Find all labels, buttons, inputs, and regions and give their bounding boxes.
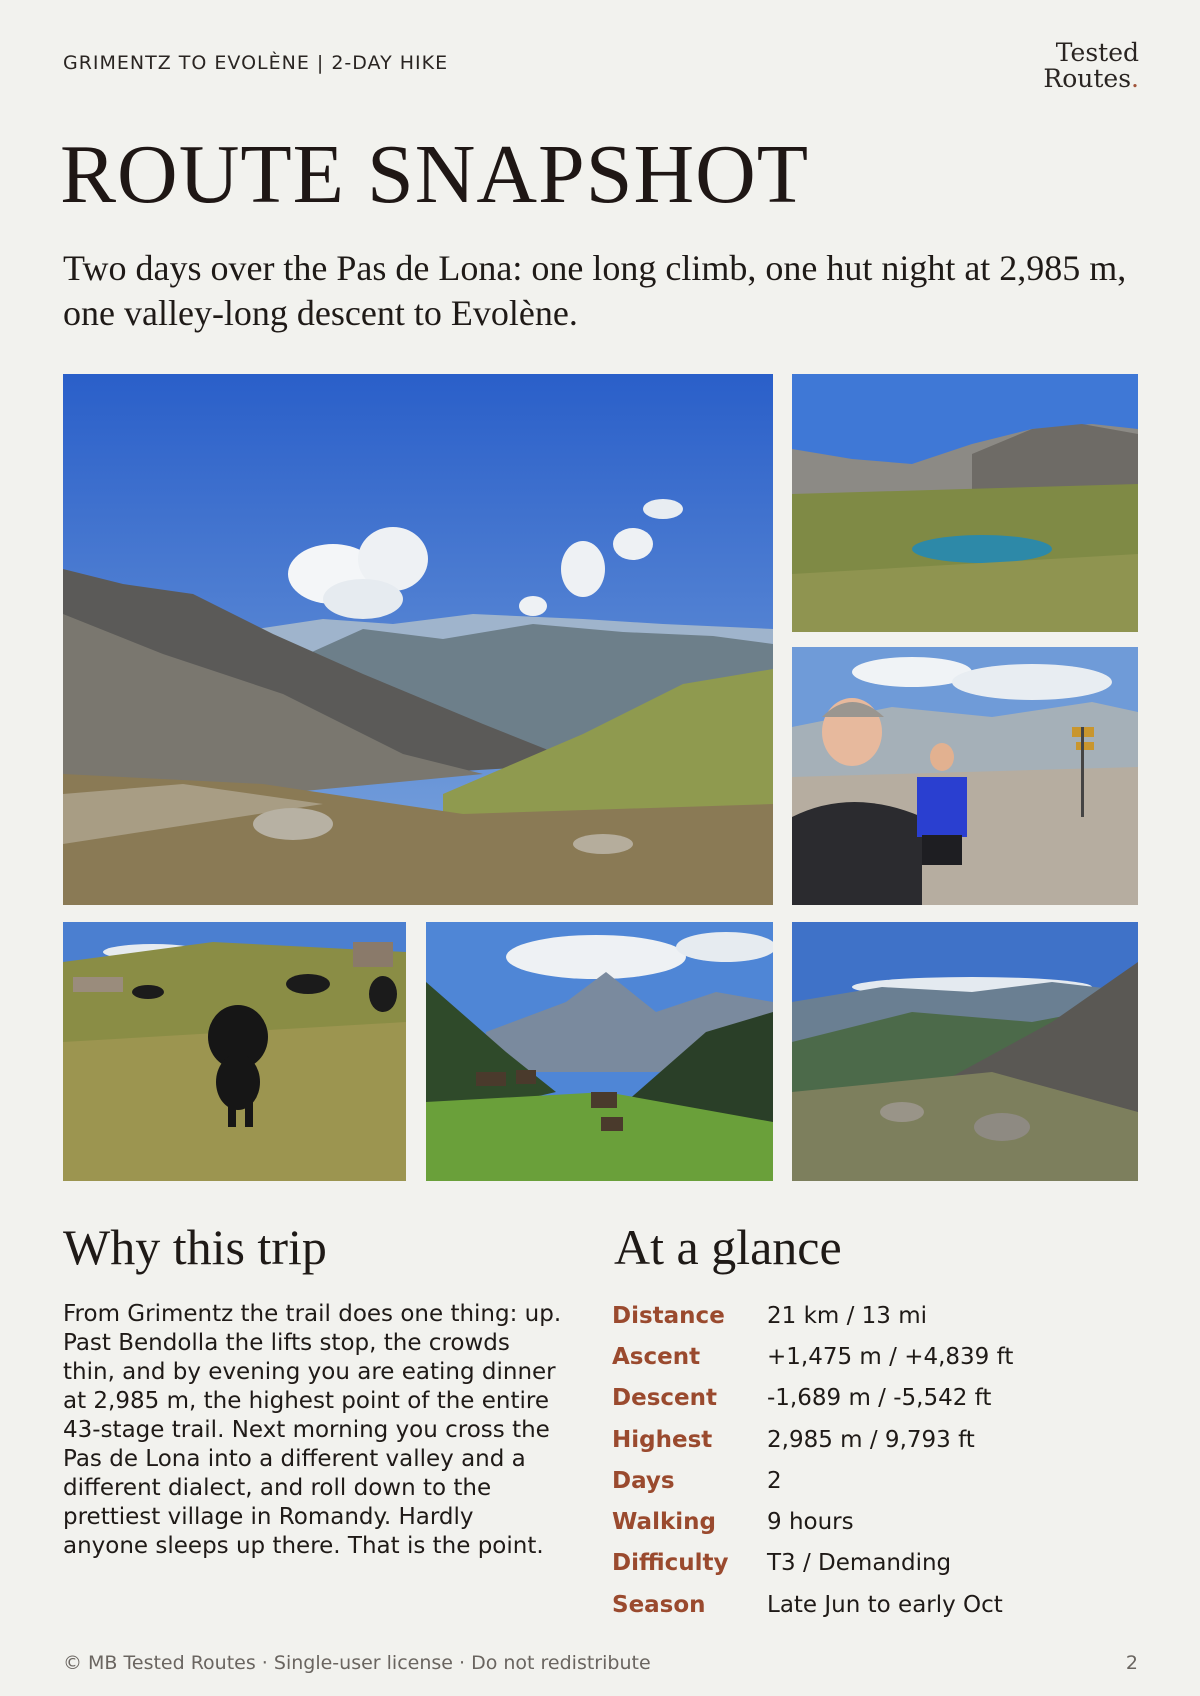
why-body-text: From Grimentz the trail does one thing: up. Past Bendolla the lifts stop, the crowds thin, and by evening you are eating dinner at 2,985 m, the highest point of the entire 43-stage trail. Next morning you cross the Pas de Lona into a different valley and a different dialect, and roll down to the prettiest village in Romandy. Hardly anyone sleeps up there. That is the point. [63, 1301, 562, 1559]
glance-row-ascent [612, 1336, 1152, 1377]
glance-value: Late Jun to early Oct [767, 1591, 1003, 1618]
page-title: ROUTE SNAPSHOT [60, 128, 810, 221]
glance-value: +1,475 m / +4,839 ft [767, 1343, 1014, 1370]
page-number: 2 [1125, 1652, 1138, 1674]
glance-label: Difficulty [612, 1550, 729, 1577]
glance-row-walking [612, 1501, 1152, 1542]
glance-label: Distance [612, 1302, 725, 1329]
photo-hikers-selfie [792, 647, 1138, 905]
photo-chalets-valley [426, 922, 773, 1181]
glance-label: Descent [612, 1385, 717, 1412]
photo-mountain-valley-panorama [63, 374, 773, 905]
glance-label: Ascent [612, 1343, 701, 1370]
glance-label: Walking [612, 1509, 716, 1536]
glance-value: 2,985 m / 9,793 ft [767, 1426, 975, 1453]
photo-cows-meadow [63, 922, 406, 1181]
glance-table [612, 1295, 1152, 1625]
glance-heading: At a glance [614, 1219, 842, 1275]
route-kicker: GRIMENTZ TO EVOLÈNE | 2-DAY HIKE [63, 52, 449, 74]
glance-value: 2 [767, 1467, 782, 1494]
glance-value: T3 / Demanding [767, 1550, 952, 1577]
logo-dot: . [1131, 64, 1139, 93]
logo-word-routes: Routes [1043, 64, 1132, 93]
glance-row-difficulty [612, 1543, 1152, 1584]
license-footer: © MB Tested Routes · Single-user license · Do not redistribute [63, 1652, 651, 1674]
glance-row-season [612, 1584, 1152, 1625]
glance-label: Season [612, 1591, 706, 1618]
glance-label: Days [612, 1467, 675, 1494]
why-heading: Why this trip [63, 1219, 327, 1275]
brand-logo [1043, 40, 1139, 92]
photo-rocky-slope [792, 922, 1138, 1181]
glance-value: -1,689 m / -5,542 ft [767, 1385, 992, 1412]
glance-row-distance [612, 1295, 1152, 1336]
glance-row-descent [612, 1378, 1152, 1419]
glance-label: Highest [612, 1426, 713, 1453]
glance-value: 9 hours [767, 1509, 854, 1536]
logo-word-tested: Tested [1055, 38, 1139, 67]
glance-row-highest [612, 1419, 1152, 1460]
page-subtitle: Two days over the Pas de Lona: one long climb, one hut night at 2,985 m, one valley-long descent to Evolène. [63, 248, 1127, 333]
glance-value: 21 km / 13 mi [767, 1302, 928, 1329]
photo-alpine-lake [792, 374, 1138, 632]
glance-row-days [612, 1460, 1152, 1501]
